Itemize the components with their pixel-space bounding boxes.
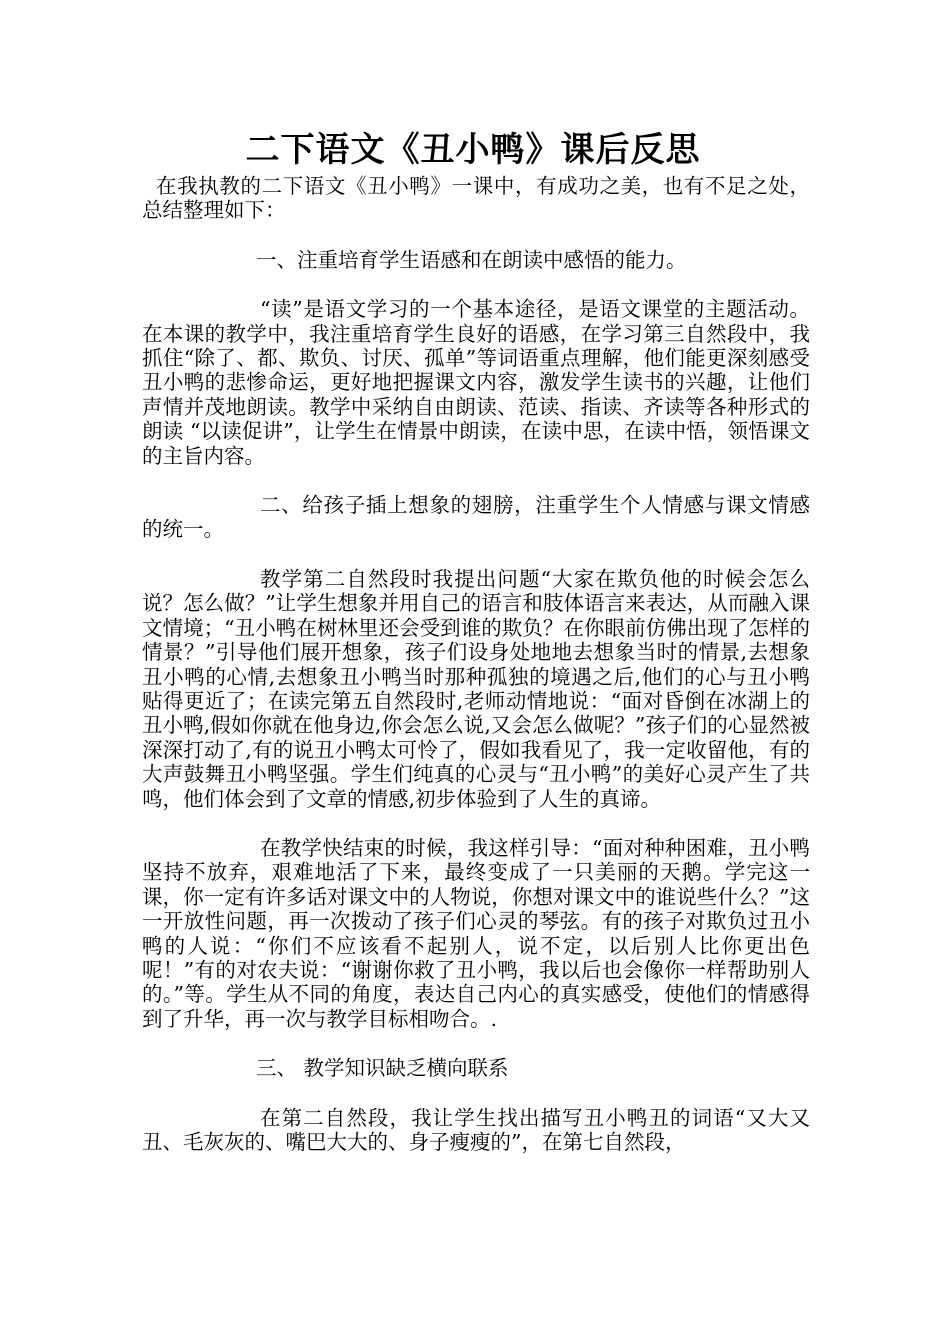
section-heading-2: 二、给孩子插上想象的翅膀，注重学生个人情感与课文情感的统一。 (142, 493, 810, 542)
document-page (142, 128, 810, 1154)
intro-paragraph: 在我执教的二下语文《丑小鸭》一课中，有成功之美，也有不足之处，总结整理如下： (142, 174, 810, 223)
section-heading-3: 三、 教学知识缺乏横向联系 (256, 1056, 509, 1081)
document-title: 二下语文《丑小鸭》课后反思 (245, 130, 701, 170)
section-heading-1: 一、注重培育学生语感和在朗读中感悟的能力。 (256, 247, 687, 272)
body-paragraph-3: 在教学快结束的时候，我这样引导：“面对种种困难，丑小鸭坚持不放弃，艰难地活了下来，最终变成了一只美丽的天鹅。学完这一课，你一定有许多话对课文中的人物说，你想对课文中的谁说些什么？”这一开放性问题，再一次拨动了孩子们心灵的琴弦。有的孩子对欺负过丑小鸭的人说：“你们不应该看不起别人，说不定，以后别人比你更出色呢！”有的对农夫说：“谢谢你救了丑小鸭，我以后也会像你一样帮助别人的。”等。学生从不同的角度，表达自己内心的真实感受，使他们的情感得到了升华，再一次与教学目标相吻合。. (142, 835, 810, 1031)
body-paragraph-1: “读”是语文学习的一个基本途径，是语文课堂的主题活动。在本课的教学中，我注重培育学生良好的语感，在学习第三自然段中，我抓住“除了、都、欺负、讨厌、孤单”等词语重点理解，他们能更深刻感受丑小鸭的悲惨命运，更好地把握课文内容，激发学生读书的兴趣，让他们声情并茂地朗读。教学中采纳自由朗读、范读、指读、齐读等各种形式的朗读 “以读促讲”，让学生在情景中朗读，在读中思，在读中悟，领悟课文的主旨内容。 (142, 297, 810, 468)
body-paragraph-4: 在第二自然段，我让学生找出描写丑小鸭丑的词语“又大又丑、毛灰灰的、嘴巴大大的、身子瘦瘦的”，在第七自然段， (142, 1105, 810, 1154)
body-paragraph-2: 教学第二自然段时我提出问题“大家在欺负他的时候会怎么说？怎么做？”让学生想象并用自己的语言和肢体语言来表达，从而融入课文情境；“丑小鸭在树林里还会受到谁的欺负？在你眼前仿佛出现了怎样的情景？”引导他们展开想象，孩子们设身处地地去想象当时的情景,去想象丑小鸭的心情,去想象丑小鸭当时那种孤独的境遇之后,他们的心与丑小鸭贴得更近了；在读完第五自然段时,老师动情地说：“面对昏倒在冰湖上的丑小鸭,假如你就在他身边,你会怎么说,又会怎么做呢？”孩子们的心显然被深深打动了,有的说丑小鸭太可怜了，假如我看见了，我一定收留他，有的大声鼓舞丑小鸭坚强。学生们纯真的心灵与“丑小鸭”的美好心灵产生了共鸣，他们体会到了文章的情感,初步体验到了人生的真谛。 (142, 566, 810, 811)
